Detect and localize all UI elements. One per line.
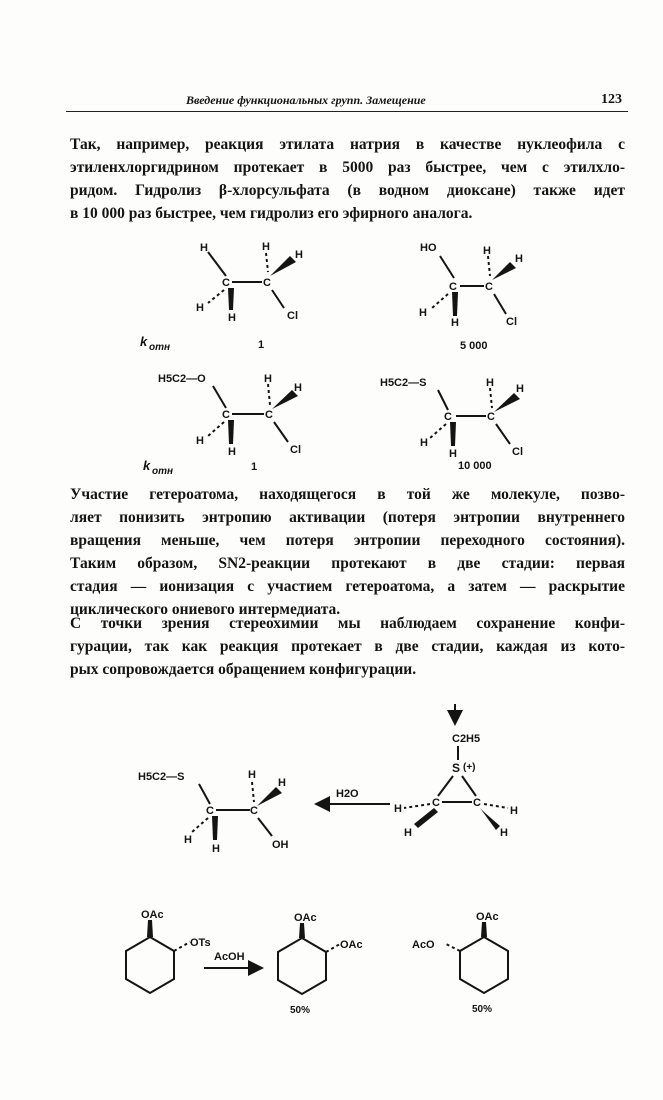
atom-label: H (200, 242, 208, 254)
text-line: Участие гетероатома, находящегося в той же молекуле, позво- (70, 486, 625, 503)
atom-label: C (432, 797, 440, 809)
atom-label: H (295, 249, 303, 261)
text-line: С точки зрения стереохимии мы наблюдаем сохранение конфи- (70, 615, 625, 632)
atom-label: H (420, 437, 428, 449)
atom-label: Cl (506, 316, 517, 328)
atom-label: Cl (287, 310, 298, 322)
rate-value: 5 000 (460, 340, 488, 352)
atom-label: C (222, 409, 230, 421)
substituent-label: AcO (412, 939, 435, 951)
molecule-ethylene-chlorohydrin (419, 242, 523, 329)
sulfonium-intermediate (394, 704, 518, 839)
atom-label: H (394, 803, 402, 815)
atom-label: C (250, 805, 258, 817)
atom-label: H (294, 382, 302, 394)
substituent-label: OAc (294, 912, 317, 924)
atom-label: C (265, 409, 273, 421)
substituent-label: H5C2—S (138, 771, 185, 783)
k-rel-subscript: отн (149, 342, 171, 353)
charge-label: (+) (463, 762, 476, 773)
text-line: Таким образом, SN2-реакции протекают в две стадии: первая (70, 555, 625, 572)
atom-label: C (473, 797, 481, 809)
substituent-label: H5C2—O (158, 373, 206, 385)
substituent-label: OAc (340, 939, 363, 951)
substituent-label: OTs (190, 937, 211, 949)
text-line: циклического ониевого интермедиата. (70, 601, 341, 618)
atom-label: C (487, 411, 495, 423)
reagent-label: AcOH (214, 951, 245, 963)
atom-label: C (222, 277, 230, 289)
text-line: ляет понизить энтропию активации (потеря энтропии внутреннего (70, 509, 625, 526)
substituent-label: OAc (476, 911, 499, 923)
running-title: Введение функциональных групп. Замещение (186, 93, 426, 107)
atom-label: C (444, 411, 452, 423)
atom-label: H (212, 843, 220, 855)
atom-label: H (228, 312, 236, 324)
substituent-label: OAc (141, 909, 164, 921)
reagent-label: H2O (336, 788, 359, 800)
atom-label: H (228, 446, 236, 458)
cis-diacetate (278, 912, 363, 1016)
atom-label: H (278, 777, 286, 789)
atom-label: H (264, 373, 272, 385)
ethyl-label: C2H5 (452, 733, 481, 745)
atom-label: H (486, 377, 494, 389)
atom-label: H (451, 317, 459, 329)
text-line: гурации, так как реакция протекает в две стадии, каждая из кото- (70, 638, 625, 655)
atom-label: H (510, 805, 518, 817)
text-line: стадия — ионизация с участием гетероатома, а затем — раскрытие (70, 578, 625, 595)
k-rel-label: k (140, 334, 148, 349)
sulfur-label: S (452, 761, 461, 775)
atom-label: C (206, 805, 214, 817)
atom-label: H (248, 769, 256, 781)
atom-label: H (449, 448, 457, 460)
atom-label: H (516, 383, 524, 395)
cyclohexyl-tosylate (126, 909, 211, 993)
atom-label: H (404, 827, 412, 839)
atom-label: H (184, 834, 192, 846)
atom-label: H (515, 253, 523, 265)
atom-label: C (449, 281, 457, 293)
atom-label: H (483, 245, 491, 257)
molecule-thioether (380, 377, 524, 460)
reaction-arrow-water (316, 788, 390, 804)
molecule-ethyl-chloride (196, 241, 303, 324)
atom-label: H (419, 307, 427, 319)
molecule-ether (158, 373, 302, 458)
trans-diacetate (412, 911, 508, 1015)
text-line: в 10 000 раз быстрее, чем гидролиз его эфирного аналога. (70, 205, 473, 222)
hydroxyl-label: OH (272, 839, 289, 851)
atom-label: Cl (512, 446, 523, 458)
atom-label: C (485, 281, 493, 293)
text-line: вращения меньше, чем потеря энтропии переходного состояния). (70, 532, 625, 549)
atom-label: H (262, 241, 270, 253)
text-line: ридом. Гидролиз β-хлорсульфата (в водном диоксане) также идет (70, 182, 625, 199)
reaction-arrow-acetolysis (204, 951, 262, 968)
atom-label: Cl (290, 444, 301, 456)
rate-value: 1 (251, 461, 258, 473)
yield-label: 50% (472, 1004, 493, 1015)
text-line: рых сопровождается обращением конфигурации. (70, 661, 417, 678)
atom-label: C (263, 277, 271, 289)
substituent-label: HO (420, 242, 437, 254)
yield-label: 50% (290, 1005, 311, 1016)
substituent-label: H5C2—S (380, 377, 427, 389)
k-rel-label: k (143, 458, 151, 473)
rate-value: 10 000 (458, 460, 492, 472)
atom-label: H (500, 827, 508, 839)
k-rel-subscript: отн (152, 466, 174, 477)
atom-label: H (196, 302, 204, 314)
mechanism-product (138, 769, 289, 855)
text-line: Так, например, реакция этилата натрия в качестве нуклеофила с (70, 136, 625, 153)
rate-value: 1 (258, 339, 265, 351)
page-number: 123 (601, 92, 622, 107)
atom-label: H (196, 435, 204, 447)
text-line: этиленхлоргидрином протекает в 5000 раз быстрее, чем с этилхло- (70, 159, 625, 176)
